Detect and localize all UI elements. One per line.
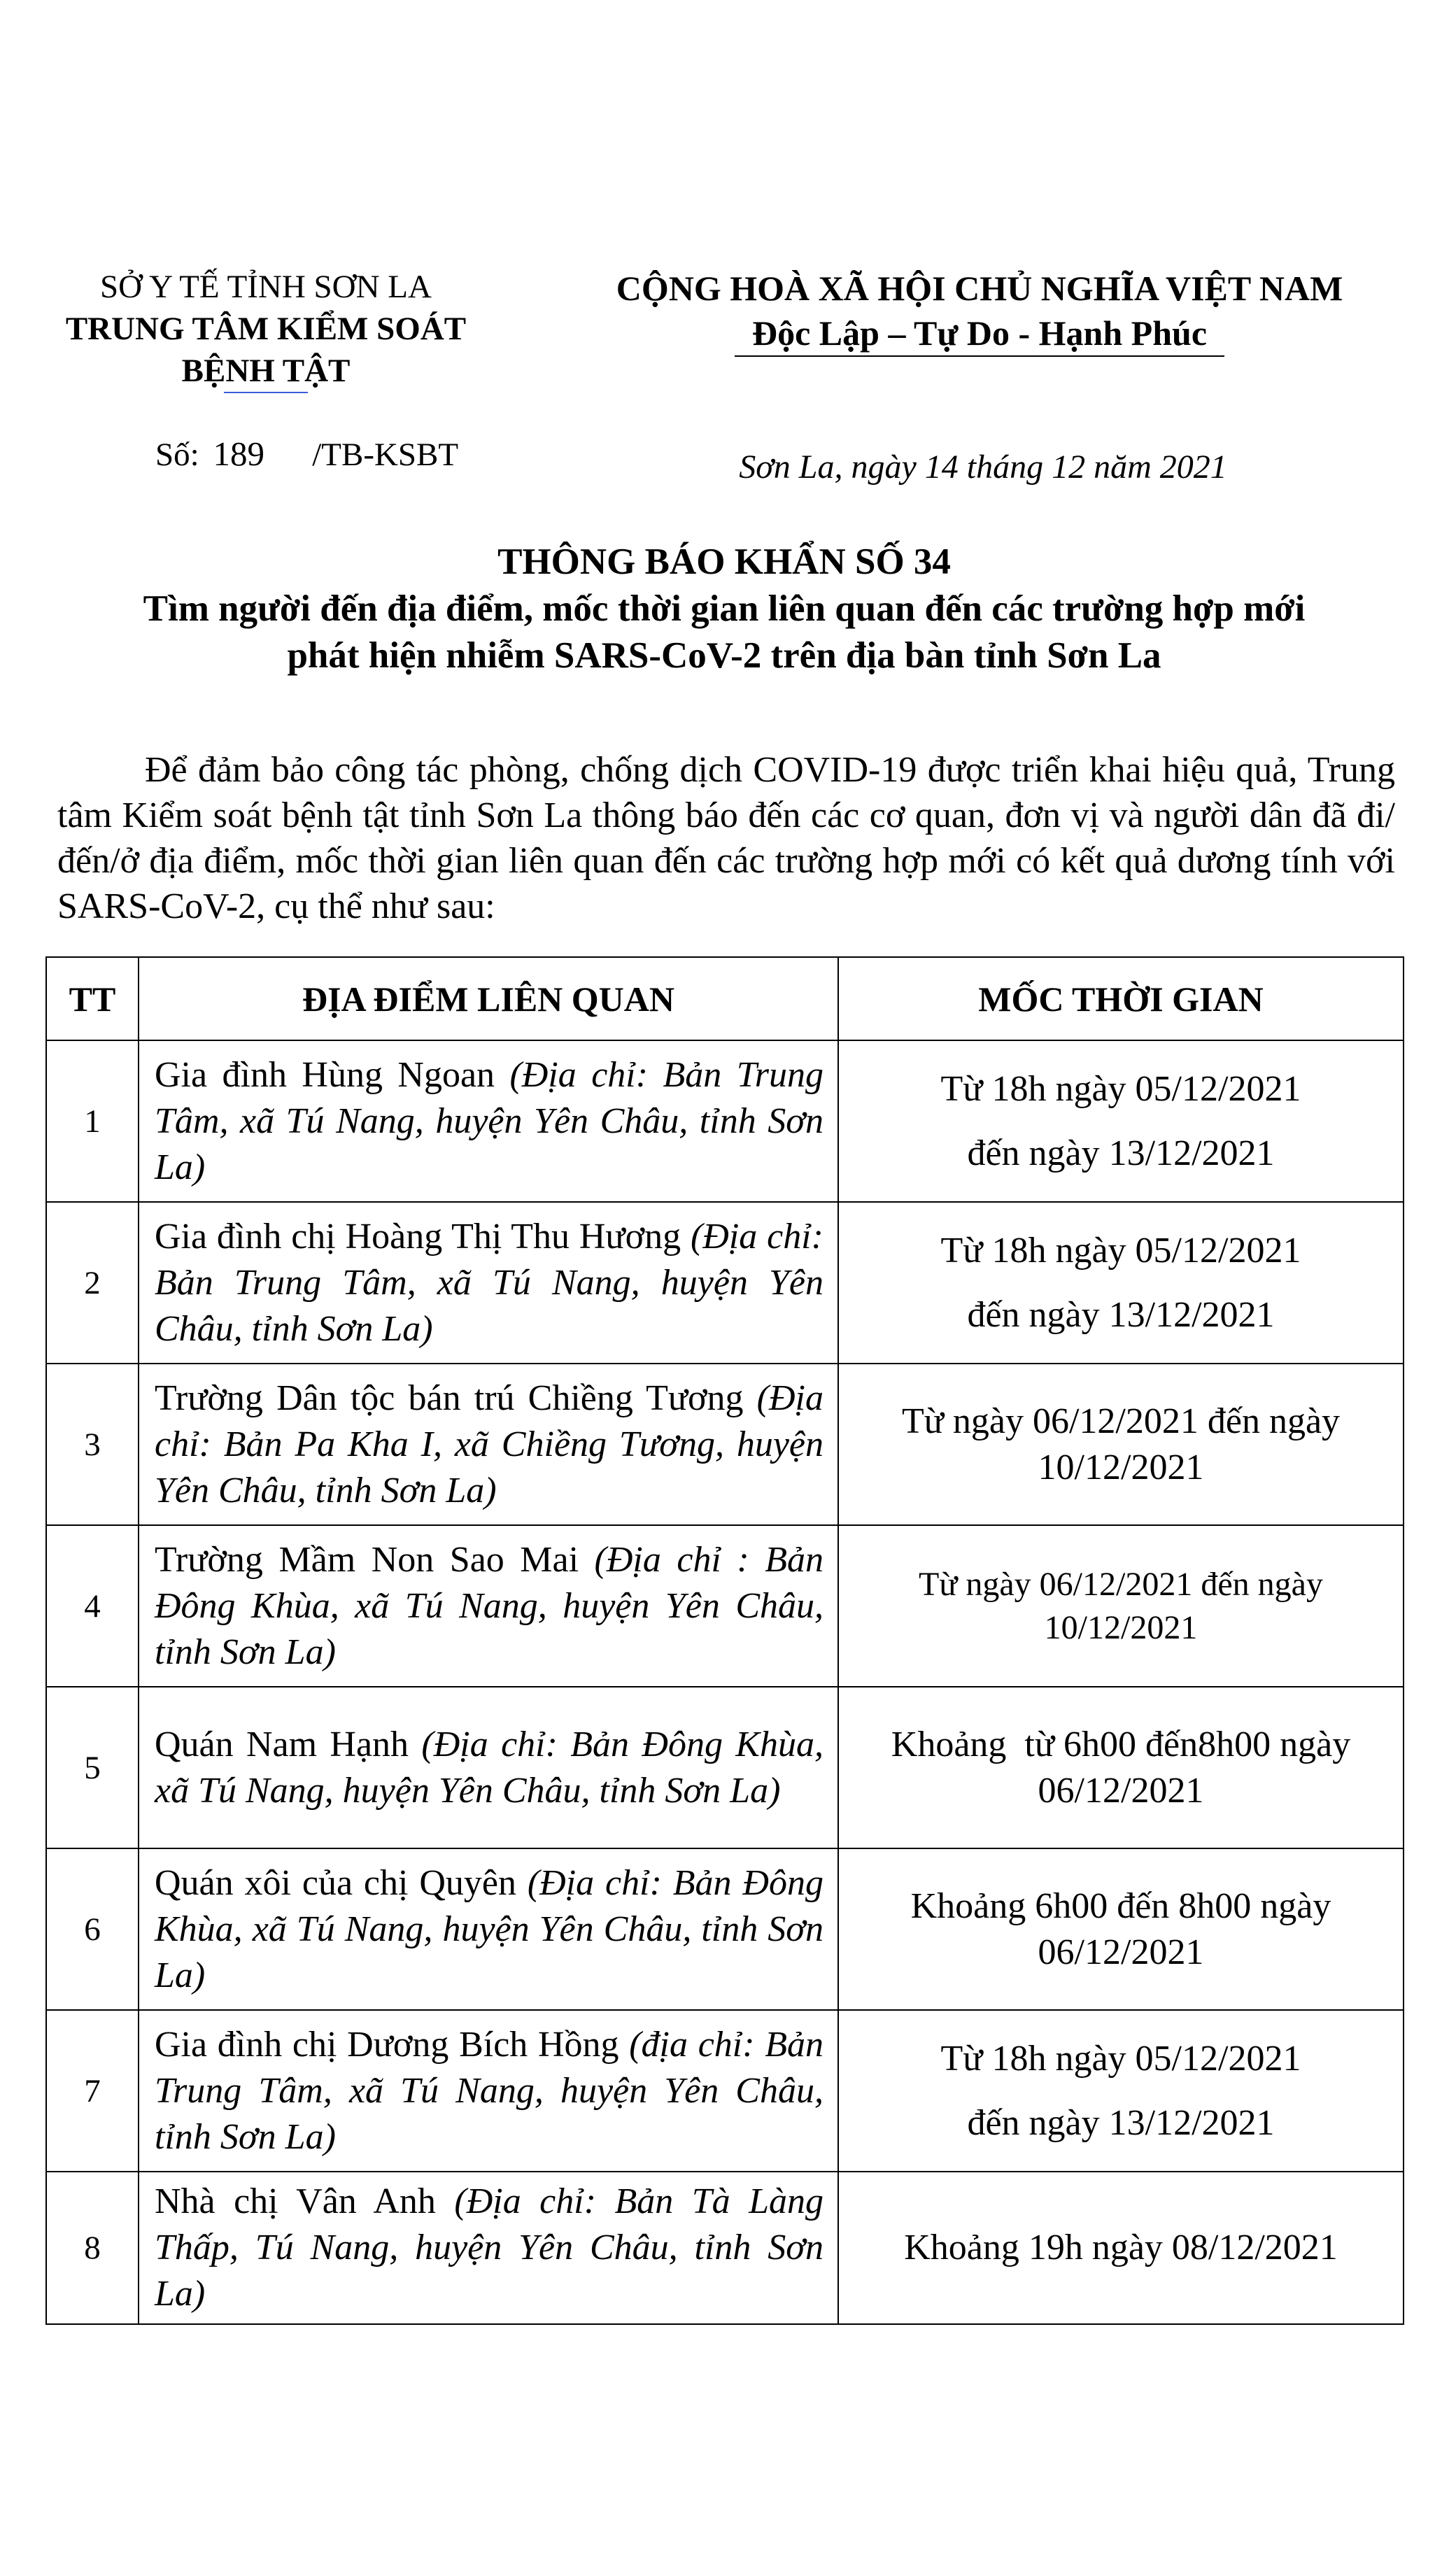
title-line2: Tìm người đến địa điểm, mốc thời gian liên quan đến các trường hợp mới xyxy=(143,588,1306,629)
national-motto xyxy=(574,266,1385,357)
place-address: (Địa chỉ: Bản Đông Khùa, xã Tú Nang, huyện Yên Châu, tỉnh Sơn La) xyxy=(155,1862,824,1995)
row-location xyxy=(139,2010,838,2172)
time-line2: đến ngày 13/12/2021 xyxy=(967,1294,1275,1335)
row-location xyxy=(139,1848,838,2010)
title-line1: THÔNG BÁO KHẨN SỐ 34 xyxy=(497,542,951,582)
time-line2: đến ngày 13/12/2021 xyxy=(967,2102,1275,2143)
time-line1: Từ 18h ngày 05/12/2021 xyxy=(940,1230,1301,1271)
place-name: Trường Mầm Non Sao Mai xyxy=(155,1539,595,1580)
time-line1: Khoảng 19h ngày 08/12/2021 xyxy=(904,2228,1338,2267)
place-address: (Địa chỉ: Bản Trung Tâm, xã Tú Nang, huyện Yên Châu, tỉnh Sơn La) xyxy=(155,1054,824,1187)
table-row xyxy=(46,1687,1404,1848)
row-number: 5 xyxy=(46,1687,139,1848)
time-line2: 10/12/2021 xyxy=(1038,1447,1204,1487)
place-address: (địa chỉ: Bản Trung Tâm, xã Tú Nang, huyện Yên Châu, tỉnh Sơn La) xyxy=(155,2024,824,2157)
time-line2: 06/12/2021 xyxy=(1038,1932,1204,1972)
table-row xyxy=(46,1364,1404,1525)
table-row xyxy=(46,2010,1404,2172)
row-location xyxy=(139,1687,838,1848)
intro-paragraph: Để đảm bảo công tác phòng, chống dịch COVID-19 được triển khai hiệu quả, Trung tâm Kiểm soát bệnh tật tỉnh Sơn La thông báo đến các cơ quan, đơn vị và người dân đã đi/đến/ở địa điểm, mốc thời gian liên quan đến các trường hợp mới có kết quả dương tính với SARS-CoV-2, cụ thể như sau: xyxy=(57,750,1395,926)
header-tt: TT xyxy=(46,957,139,1040)
row-number: 1 xyxy=(46,1040,139,1202)
place-address: (Địa chỉ : Bản Đông Khùa, xã Tú Nang, huyện Yên Châu, tỉnh Sơn La) xyxy=(155,1539,824,1672)
time-line2: 10/12/2021 xyxy=(1044,1608,1198,1646)
document-number xyxy=(155,434,547,474)
row-time xyxy=(838,1525,1404,1687)
place-name: Gia đình chị Hoàng Thị Thu Hương xyxy=(155,1216,691,1257)
agency-parent: SỞ Y TẾ TỈNH SƠN LA xyxy=(100,269,432,305)
number-value: 189 xyxy=(213,434,264,473)
table-header-row xyxy=(46,957,1404,1040)
table-row xyxy=(46,1525,1404,1687)
row-location xyxy=(139,1040,838,1202)
time-line1: Từ 18h ngày 05/12/2021 xyxy=(940,1068,1301,1109)
title-line3: phát hiện nhiễm SARS-CoV-2 trên địa bàn tỉnh Sơn La xyxy=(287,635,1161,676)
row-time xyxy=(838,1848,1404,2010)
agency-name-line1: TRUNG TÂM KIỂM SOÁT xyxy=(65,311,467,347)
row-location xyxy=(139,1364,838,1525)
place-name: Gia đình chị Dương Bích Hồng xyxy=(155,2024,630,2065)
place-name: Nhà chị Vân Anh xyxy=(155,2181,455,2221)
place-address: (Địa chỉ: Bản Đông Khùa, xã Tú Nang, huyện Yên Châu, tỉnh Sơn La) xyxy=(155,1724,824,1811)
time-line1: Khoảng 6h00 đến 8h00 ngày xyxy=(910,1885,1331,1926)
place-address: (Địa chỉ: Bản Pa Kha I, xã Chiềng Tương, huyện Yên Châu, tỉnh Sơn La) xyxy=(155,1378,824,1510)
header-time: MỐC THỜI GIAN xyxy=(838,957,1404,1040)
agency-underline xyxy=(224,392,308,393)
row-number: 2 xyxy=(46,1202,139,1364)
place-address: (Địa chỉ: Bản Tà Làng Thấp, Tú Nang, huyện Yên Châu, tỉnh Sơn La) xyxy=(155,2181,824,2314)
row-location xyxy=(139,1202,838,1364)
place-name: Gia đình Hùng Ngoan xyxy=(155,1054,510,1095)
row-time xyxy=(838,1040,1404,1202)
time-line1: Từ 18h ngày 05/12/2021 xyxy=(940,2038,1301,2079)
place-name: Trường Dân tộc bán trú Chiềng Tương xyxy=(155,1378,757,1418)
row-time xyxy=(838,1202,1404,1364)
number-suffix: /TB-KSBT xyxy=(312,437,459,473)
motto: Độc Lập – Tự Do - Hạnh Phúc xyxy=(751,313,1208,353)
motto-underline xyxy=(735,355,1224,357)
notice-title xyxy=(56,539,1392,679)
time-line1: Từ ngày 06/12/2021 đến ngày xyxy=(919,1565,1323,1603)
place-name: Quán Nam Hạnh xyxy=(155,1724,422,1764)
row-number: 6 xyxy=(46,1848,139,2010)
table-row xyxy=(46,1202,1404,1364)
row-time xyxy=(838,2010,1404,2172)
issue-date: Sơn La, ngày 14 tháng 12 năm 2021 xyxy=(739,448,1227,486)
time-line2: đến ngày 13/12/2021 xyxy=(967,1133,1275,1173)
table-row xyxy=(46,1848,1404,2010)
number-prefix: Số: xyxy=(155,437,199,473)
row-location xyxy=(139,1525,838,1687)
agency-name-line2: BỆNH TẬT xyxy=(181,353,351,389)
time-line2: 06/12/2021 xyxy=(1038,1770,1204,1811)
table-row xyxy=(46,1040,1404,1202)
row-number: 7 xyxy=(46,2010,139,2172)
place-address: (Địa chỉ: Bản Trung Tâm, xã Tú Nang, huyện Yên Châu, tỉnh Sơn La) xyxy=(155,1216,824,1349)
row-location xyxy=(139,2172,838,2324)
country-name: CỘNG HOÀ XÃ HỘI CHỦ NGHĨA VIỆT NAM xyxy=(616,269,1343,308)
place-name: Quán xôi của chị Quyên xyxy=(155,1862,528,1903)
issuing-agency xyxy=(42,266,490,393)
locations-table xyxy=(45,956,1404,2325)
row-number: 4 xyxy=(46,1525,139,1687)
row-time xyxy=(838,1687,1404,1848)
row-number: 8 xyxy=(46,2172,139,2324)
table-row xyxy=(46,2172,1404,2324)
row-number: 3 xyxy=(46,1364,139,1525)
row-time xyxy=(838,2172,1404,2324)
header-location: ĐỊA ĐIỂM LIÊN QUAN xyxy=(139,957,838,1040)
row-time xyxy=(838,1364,1404,1525)
time-line1: Từ ngày 06/12/2021 đến ngày xyxy=(901,1401,1341,1441)
time-line1: Khoảng từ 6h00 đến8h00 ngày xyxy=(891,1724,1351,1764)
